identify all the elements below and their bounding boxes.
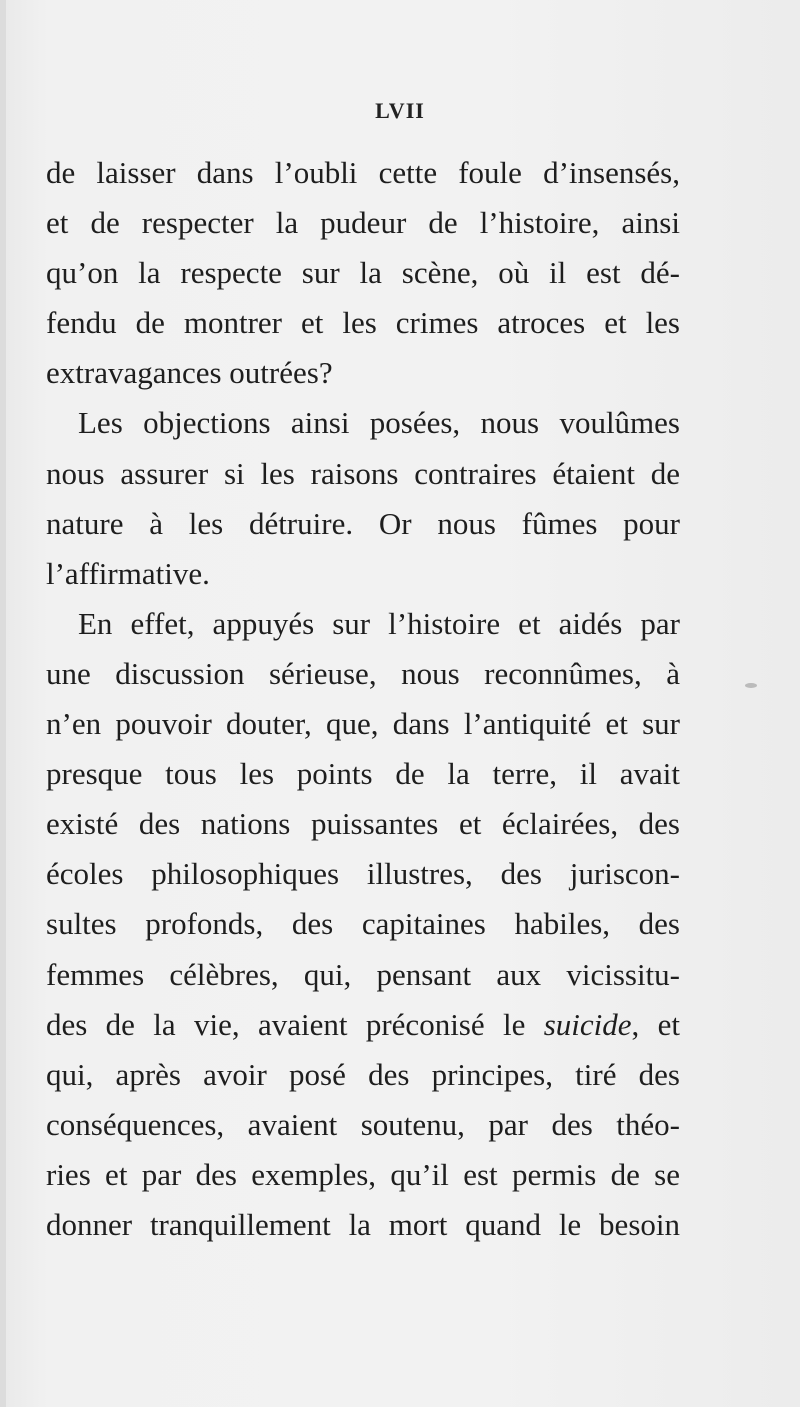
text-line: nous assurer si les raisons contraires étaient de bbox=[46, 455, 680, 491]
text-line: une discussion sérieuse, nous reconnûmes, à bbox=[46, 655, 680, 691]
text-line: qui, après avoir posé des principes, tiré des bbox=[46, 1056, 680, 1092]
text-line: Les objections ainsi posées, nous voulûmes bbox=[78, 405, 680, 441]
body-text bbox=[46, 148, 680, 1250]
text-line: n’en pouvoir douter, que, dans l’antiquité et sur bbox=[46, 706, 680, 742]
paper-speck bbox=[745, 683, 757, 688]
text-line: ries et par des exemples, qu’il est permis de se bbox=[46, 1156, 680, 1192]
text-line: existé des nations puissantes et éclairées, des bbox=[46, 806, 680, 842]
text-line: extravagances outrées? bbox=[46, 355, 333, 391]
text-line: fendu de montrer et les crimes atroces et les bbox=[46, 305, 680, 341]
text-line: des de la vie, avaient préconisé le suicide, et bbox=[46, 1006, 681, 1042]
text-line: conséquences, avaient soutenu, par des théo- bbox=[46, 1106, 680, 1142]
emphasis-word: suicide bbox=[543, 1006, 632, 1042]
text-line: qu’on la respecte sur la scène, où il est dé- bbox=[46, 255, 680, 291]
text-line: nature à les détruire. Or nous fûmes pour bbox=[46, 505, 680, 541]
text-line: écoles philosophiques illustres, des juriscon- bbox=[46, 856, 680, 892]
text-line: et de respecter la pudeur de l’histoire, ainsi bbox=[46, 205, 680, 241]
text-line: donner tranquillement la mort quand le besoin bbox=[46, 1206, 680, 1242]
page-number: LVII bbox=[375, 98, 425, 123]
text-line: sultes profonds, des capitaines habiles, des bbox=[46, 906, 680, 942]
text-line: En effet, appuyés sur l’histoire et aidés par bbox=[78, 605, 680, 641]
page-edge-shadow bbox=[0, 0, 6, 1407]
text-line: l’affirmative. bbox=[46, 555, 210, 591]
text-line: de laisser dans l’oubli cette foule d’insensés, bbox=[46, 155, 680, 190]
text-line: femmes célèbres, qui, pensant aux vicissitu- bbox=[46, 956, 680, 992]
text-line: presque tous les points de la terre, il avait bbox=[46, 756, 680, 792]
